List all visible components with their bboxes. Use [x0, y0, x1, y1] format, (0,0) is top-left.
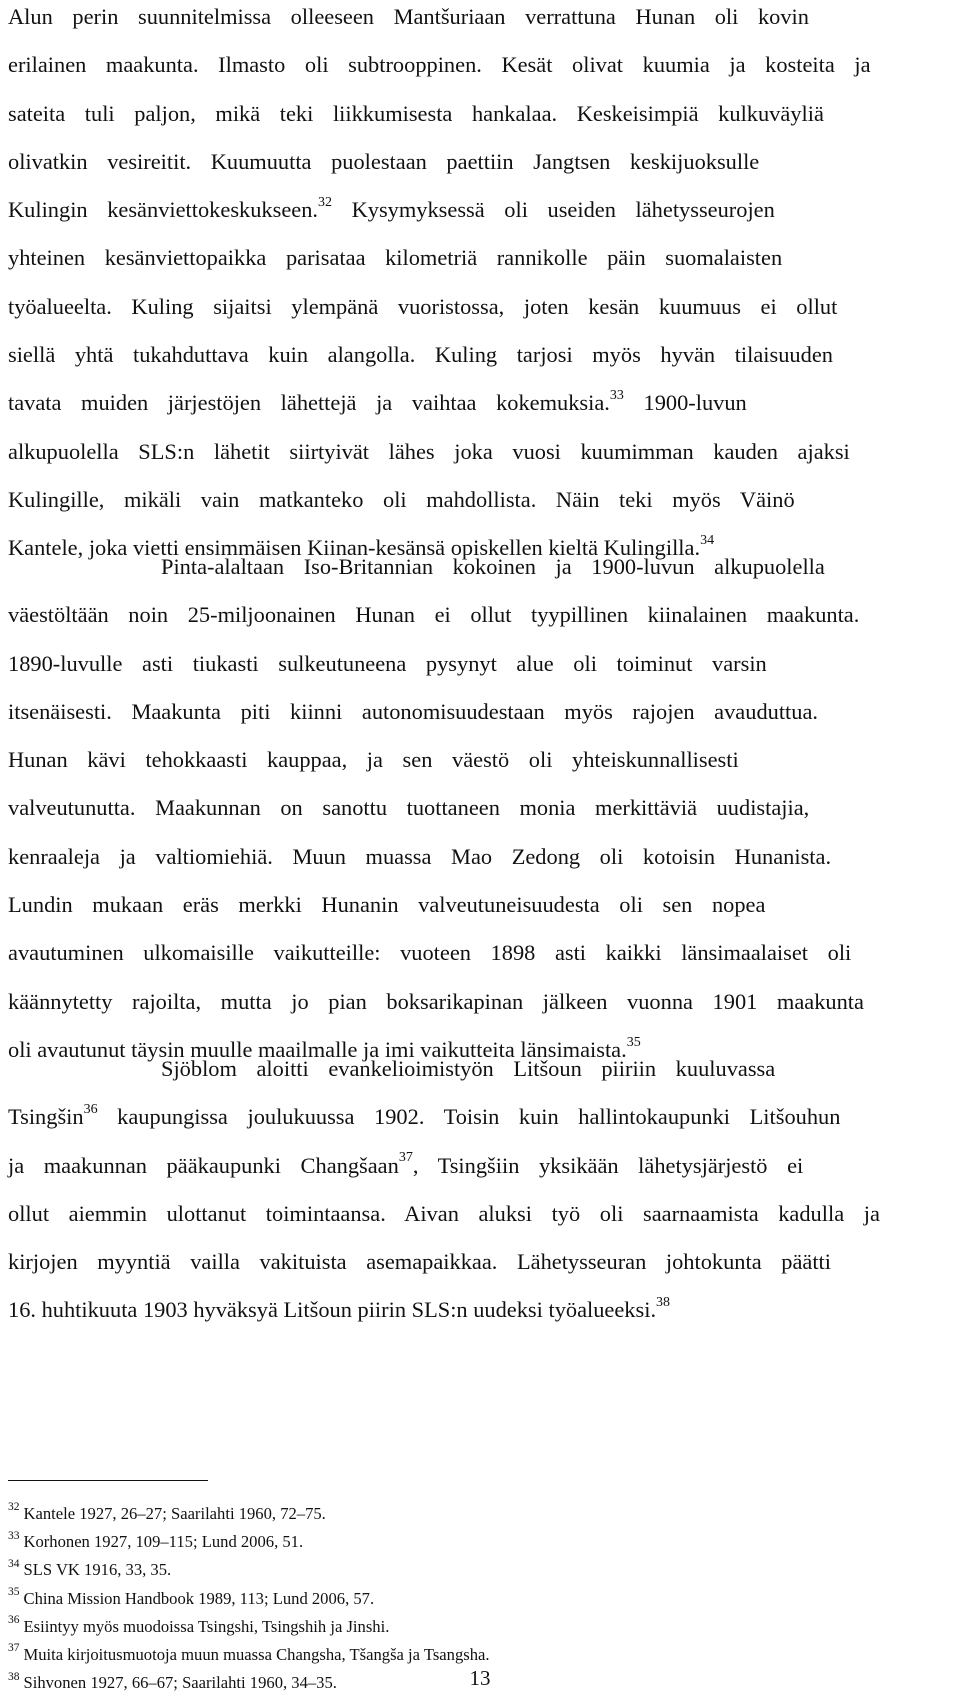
line-text: 1890-luvulle asti tiukasti sulkeutuneena pysynyt alue oli toiminut varsin — [8, 650, 767, 676]
line-text: kaupungissa joulukuussa 1902. Toisin kuin hallintokaupunki Litšouhun — [97, 1104, 841, 1130]
line-text: Kantele, joka vietti ensimmäisen Kiinan-kesänsä opiskellen kieltä Kulingilla. — [8, 535, 701, 561]
footnote-text: Sihvonen 1927, 66–67; Saarilahti 1960, 34–35. — [23, 1673, 337, 1693]
line-text: valveutunutta. Maakunnan on sanottu tuottaneen monia merkittäviä uudistajia, — [8, 795, 810, 821]
text-line — [8, 138, 952, 186]
footnote-number: 35 — [8, 1586, 20, 1599]
footnote-number: 33 — [8, 1529, 20, 1542]
footnote-text: China Mission Handbook 1989, 113; Lund 2006, 57. — [23, 1588, 375, 1608]
text-line — [8, 929, 952, 977]
footnote-text: Muita kirjoitusmuotoja muun muassa Changsha, Tšangša ja Tsangsha. — [23, 1645, 490, 1665]
footnote-number: 37 — [8, 1642, 20, 1655]
footnote-item — [8, 1500, 908, 1528]
text-line — [8, 688, 952, 736]
page-number: 13 — [469, 1666, 491, 1690]
text-line — [8, 881, 952, 929]
footnote-ref: 34 — [700, 532, 715, 548]
line-text: siellä yhtä tukahduttava kuin alangolla. Kuling tarjosi myös hyvän tilaisuuden — [8, 342, 833, 368]
line-text: , Tsingšiin yksikään lähetysjärjestö ei — [412, 1152, 804, 1178]
text-line — [8, 331, 952, 379]
line-text: alkupuolella SLS:n lähetit siirtyivät lähes joka vuosi kuumimman kauden ajaksi — [8, 438, 850, 464]
text-line — [8, 428, 952, 476]
text-line — [8, 736, 952, 784]
text-line — [8, 1190, 952, 1238]
text-line — [8, 283, 952, 331]
line-text: yhteinen kesänviettopaikka parisataa kilometriä rannikolle päin suomalaisten — [8, 245, 783, 271]
text-line — [8, 1286, 952, 1334]
paragraph-hunan — [8, 543, 952, 1074]
line-text: avautuminen ulkomaisille vaikutteille: vuoteen 1898 asti kaikki länsimaalaiset oli — [8, 940, 852, 966]
line-text: ollut aiemmin ulottanut toimintaansa. Aivan aluksi työ oli saarnaamista kadulla ja — [8, 1200, 880, 1226]
line-text: oli avautunut täysin muulle maailmalle ja imi vaikutteita länsimaista. — [8, 1036, 627, 1062]
line-text: Kysymyksessä oli useiden lähetysseurojen — [332, 197, 775, 223]
paragraph-kuling — [8, 0, 952, 573]
footnote-number: 32 — [8, 1501, 20, 1514]
footnote-item — [8, 1528, 908, 1556]
footnote-text: SLS VK 1916, 33, 35. — [23, 1560, 172, 1580]
footnote-number: 38 — [8, 1670, 20, 1683]
text-line — [8, 543, 952, 591]
line-text: Sjöblom aloitti evankelioimistyön Litšoun piiriin kuuluvassa — [161, 1056, 776, 1081]
footnote-ref: 35 — [626, 1034, 641, 1050]
text-line — [8, 234, 952, 282]
line-text: kirjojen myyntiä vailla vakituista asemapaikkaa. Lähetysseuran johtokunta päätti — [8, 1249, 831, 1275]
text-line — [8, 591, 952, 639]
text-line — [8, 978, 952, 1026]
line-text: väestöltään noin 25-miljoonainen Hunan ei ollut tyypillinen kiinalainen maakunta. — [8, 602, 860, 628]
text-line — [8, 1093, 952, 1141]
line-text: kenraaleja ja valtiomiehiä. Muun muassa Mao Zedong oli kotoisin Hunanista. — [8, 843, 832, 869]
text-line — [8, 41, 952, 89]
line-text: ja maakunnan pääkaupunki Changšaan — [8, 1152, 399, 1178]
footnote-ref: 37 — [398, 1150, 413, 1166]
line-text: 1900-luvun — [623, 390, 747, 416]
footnote-item — [8, 1585, 908, 1613]
footnote-item — [8, 1556, 908, 1584]
line-text: Pinta-alaltaan Iso-Britannian kokoinen ja 1900-luvun alkupuolella — [161, 554, 825, 579]
line-text: erilainen maakunta. Ilmasto oli subtrooppinen. Kesät olivat kuumia ja kosteita ja — [8, 52, 871, 78]
footnote-text: Kantele 1927, 26–27; Saarilahti 1960, 72–75. — [23, 1504, 326, 1523]
text-line — [8, 379, 952, 427]
footnote-text: Korhonen 1927, 109–115; Lund 2006, 51. — [23, 1532, 304, 1552]
line-text: käännytetty rajoilta, mutta jo pian boksarikapinan jälkeen vuonna 1901 maakunta — [8, 988, 864, 1014]
line-text: tavata muiden järjestöjen lähettejä ja vaihtaa kokemuksia. — [8, 390, 610, 416]
footnote-item — [8, 1613, 908, 1641]
line-text: olivatkin vesireitit. Kuumuutta puolestaan paettiin Jangtsen keskijuoksulle — [8, 148, 760, 174]
footnote-ref: 38 — [656, 1295, 671, 1311]
line-text: Alun perin suunnitelmissa olleeseen Mantšuriaan verrattuna Hunan oli kovin — [8, 4, 809, 29]
line-text: Kulingille, mikäli vain matkanteko oli mahdollista. Näin teki myös Väinö — [8, 486, 795, 512]
text-line — [8, 833, 952, 881]
footnote-ref: 33 — [609, 387, 624, 403]
text-line — [8, 784, 952, 832]
footnote-separator — [8, 1480, 208, 1481]
line-text: Lundin mukaan eräs merkki Hunanin valveutuneisuudesta oli sen nopea — [8, 892, 766, 918]
text-line — [8, 1238, 952, 1286]
footnote-ref: 36 — [83, 1101, 98, 1117]
footnote-ref: 32 — [318, 194, 332, 210]
line-text: työalueelta. Kuling sijaitsi ylempänä vuoristossa, joten kesän kuumuus ei ollut — [8, 293, 838, 319]
footnote-text: Esiintyy myös muodoissa Tsingshi, Tsingshih ja Jinshi. — [23, 1616, 390, 1636]
text-line — [8, 640, 952, 688]
line-text: itsenäisesti. Maakunta piti kiinni autonomisuudestaan myös rajojen avauduttua. — [8, 698, 819, 724]
line-text: 16. huhtikuuta 1903 hyväksyä Litšoun piirin SLS:n uudeksi työalueeksi. — [8, 1297, 657, 1323]
text-line — [8, 90, 952, 138]
footnote-number: 34 — [8, 1557, 20, 1570]
text-line — [8, 1045, 952, 1093]
line-text: Kulingin kesänviettokeskukseen. — [8, 197, 318, 223]
line-text: sateita tuli paljon, mikä teki liikkumisesta hankalaa. Keskeisimpiä kulkuväyliä — [8, 100, 824, 126]
line-text: Hunan kävi tehokkaasti kauppaa, ja sen väestö oli yhteiskunnallisesti — [8, 747, 739, 773]
text-line — [8, 1142, 952, 1190]
text-line — [8, 476, 952, 524]
text-line — [8, 0, 952, 41]
paragraph-sjoblom — [8, 1045, 952, 1335]
footnote-number: 36 — [8, 1614, 20, 1627]
text-line — [8, 186, 952, 234]
line-text: Tsingšin — [8, 1104, 84, 1130]
